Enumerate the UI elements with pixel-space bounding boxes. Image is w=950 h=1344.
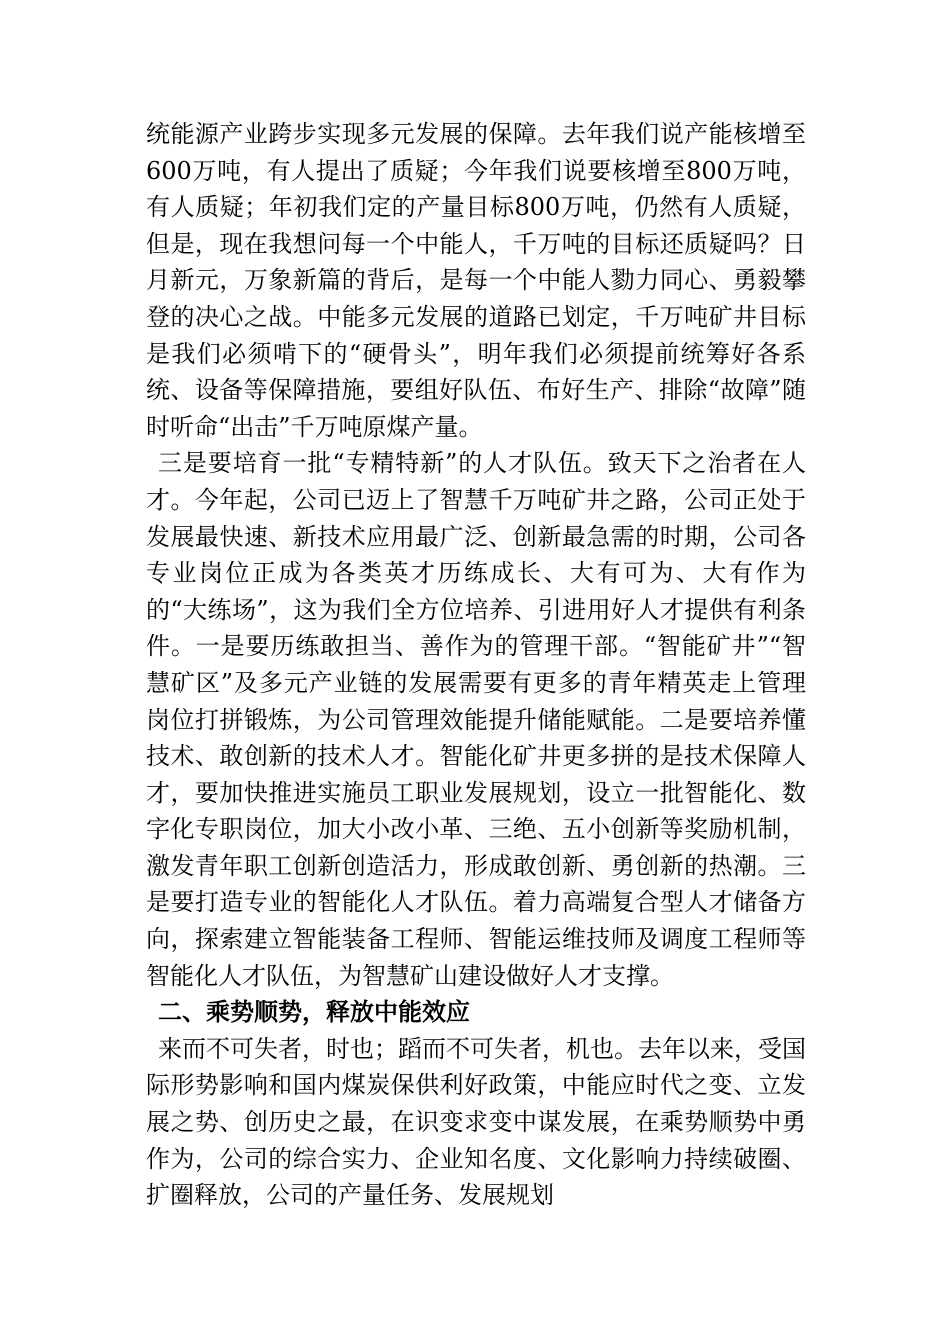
document-page <box>146 116 806 1214</box>
body-paragraph-talent-team: 三是要培育一批“专精特新”的人才队伍。致天下之治者在人才。今年起，公司已迈上了智慧千万吨矿井之路，公司正处于发展最快速、新技术应用最广泛、创新最急需的时期，公司各专业岗位正成为各类英才历练成长、大有可为、大有作为的“大练场”，这为我们全方位培养、引进用好人才提供有利条件。一是要历练敢担当、善作为的管理干部。“智能矿井”“智慧矿区”及多元产业链的发展需要有更多的青年精英走上管理岗位打拼锻炼，为公司管理效能提升储能赋能。二是要培养懂技术、敢创新的技术人才。智能化矿井更多拼的是技术保障人才，要加快推进实施员工职业发展规划，设立一批智能化、数字化专职岗位，加大小改小革、三绝、五小创新等奖励机制，激发青年职工创新创造活力，形成敢创新、勇创新的热潮。三是要打造专业的智能化人才队伍。着力高端复合型人才储备方向，探索建立智能装备工程师、智能运维技师及调度工程师等智能化人才队伍，为智慧矿山建设做好人才支撑。 <box>146 449 806 990</box>
section-heading: 二、乘势顺势，释放中能效应 <box>158 998 470 1027</box>
body-paragraph-continuation: 统能源产业跨步实现多元发展的保障。去年我们说产能核增至600万吨，有人提出了质疑；今年我们说要核增至800万吨，有人质疑；年初我们定的产量目标800万吨，仍然有人质疑，但是，现在我想问每一个中能人，千万吨的目标还质疑吗？日月新元，万象新篇的背后，是每一个中能人勠力同心、勇毅攀登的决心之战。中能多元发展的道路已划定，千万吨矿井目标是我们必须啃下的“硬骨头”，明年我们必须提前统筹好各系统、设备等保障措施，要组好队伍、布好生产、排除“故障”随时听命“出击”千万吨原煤产量。 <box>146 120 806 441</box>
body-paragraph-momentum: 来而不可失者，时也；蹈而不可失者，机也。去年以来，受国际形势影响和国内煤炭保供利好政策，中能应时代之变、立发展之势、创历史之最，在识变求变中谋发展，在乘势顺势中勇作为，公司的综合实力、企业知名度、文化影响力持续破圈、扩圈释放，公司的产量任务、发展规划 <box>146 1034 806 1210</box>
